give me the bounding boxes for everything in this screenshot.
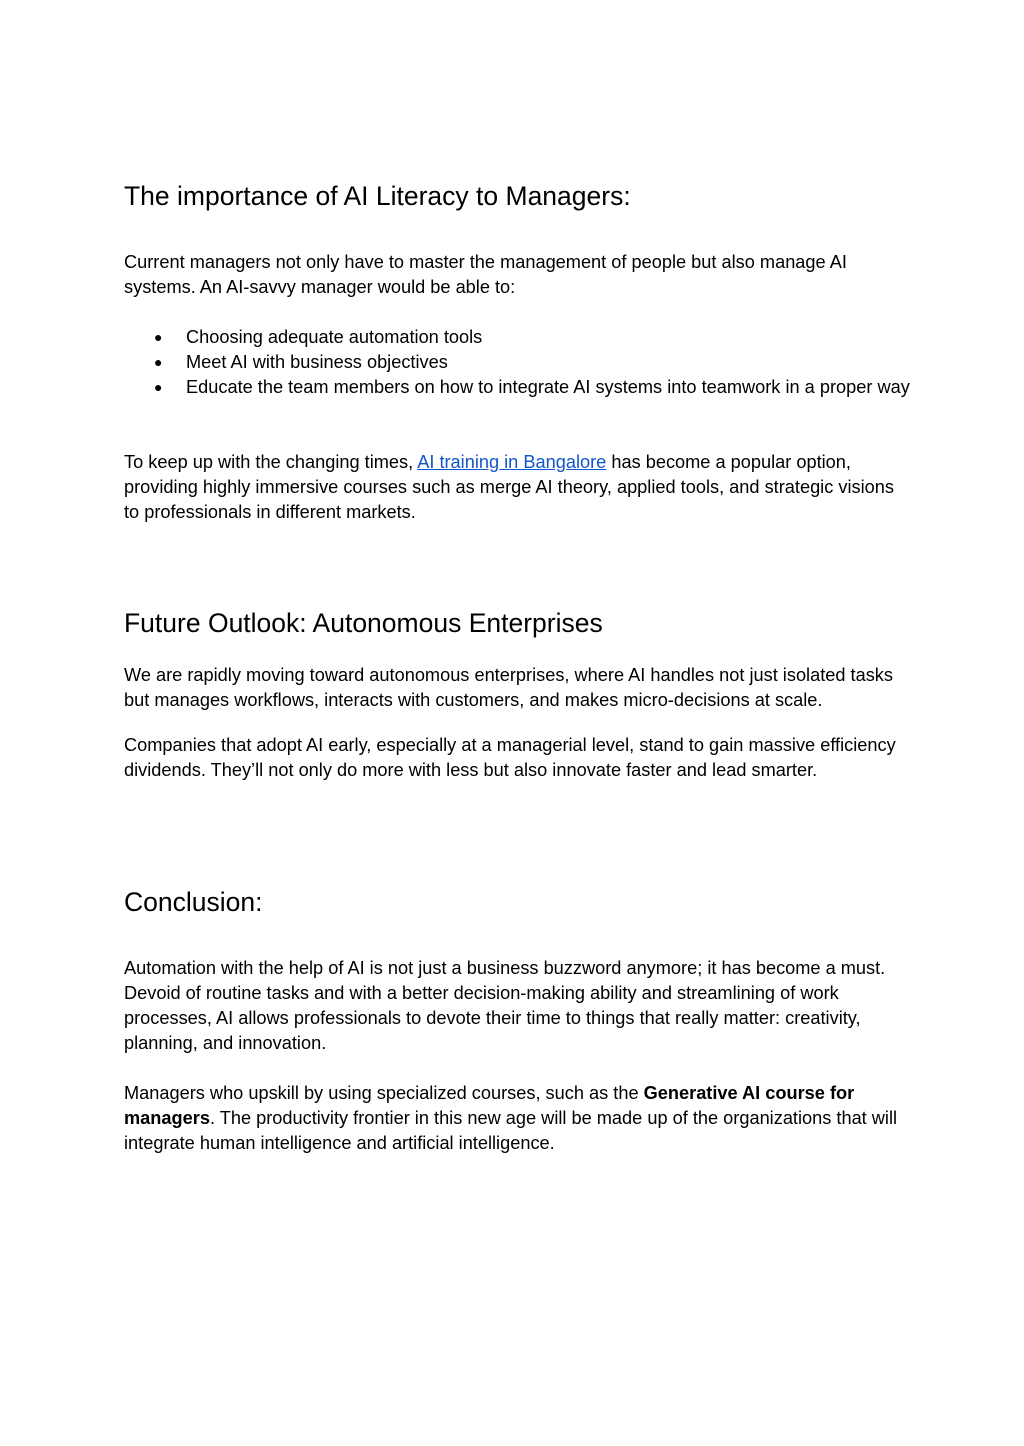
paragraph-text: Managers who upskill by using specialized courses, such as the bbox=[124, 1083, 644, 1103]
list-item-text: Educate the team members on how to integrate AI systems into teamwork in a proper way bbox=[186, 377, 910, 397]
paragraph-companies: Companies that adopt AI early, especially at a managerial level, stand to gain massive efficiency dividends. They’ll not only do more with less but also innovate faster and lead smarter. bbox=[124, 735, 896, 780]
heading-future-outlook: Future Outlook: Autonomous Enterprises bbox=[124, 608, 603, 638]
ai-training-bangalore-link[interactable]: AI training in Bangalore bbox=[417, 452, 607, 472]
list-item-text: Choosing adequate automation tools bbox=[186, 327, 483, 347]
list-item-text: Meet AI with business objectives bbox=[186, 352, 448, 372]
paragraph-intro: Current managers not only have to master the management of people but also manage AI systems. An AI-savvy manager would be able to: bbox=[124, 252, 847, 297]
paragraph-text: To keep up with the changing times, bbox=[124, 452, 418, 472]
list-item bbox=[124, 350, 914, 375]
paragraph-managers bbox=[124, 1081, 914, 1156]
heading-conclusion: Conclusion: bbox=[124, 887, 263, 917]
course-name-bold: Generative AI course for managers bbox=[124, 1083, 855, 1128]
paragraph-automation: Automation with the help of AI is not just a business buzzword anymore; it has become a must. Devoid of routine tasks and with a better decision-making ability and streamlining of work processes, AI allows professionals to devote their time to things that really matter: creativity, planning, and innovation. bbox=[124, 958, 886, 1053]
bullet-list bbox=[124, 325, 914, 400]
bullet-icon: ● bbox=[154, 354, 163, 370]
list-item bbox=[124, 325, 914, 350]
paragraph-autonomous: We are rapidly moving toward autonomous enterprises, where AI handles not just isolated tasks but manages workflows, interacts with customers, and makes micro-decisions at scale. bbox=[124, 665, 893, 710]
bullet-icon: ● bbox=[154, 379, 163, 395]
paragraph-text: has become a popular option, providing highly immersive courses such as merge AI theory, applied tools, and strategic visions to professionals in different markets. bbox=[124, 452, 894, 522]
paragraph-training bbox=[124, 450, 914, 525]
bullet-icon: ● bbox=[154, 329, 163, 345]
heading-ai-literacy: The importance of AI Literacy to Managers: bbox=[124, 181, 631, 211]
paragraph-text: . The productivity frontier in this new age will be made up of the organizations that will integrate human intelligence and artificial intelligence. bbox=[124, 1108, 898, 1153]
list-item bbox=[124, 375, 914, 400]
